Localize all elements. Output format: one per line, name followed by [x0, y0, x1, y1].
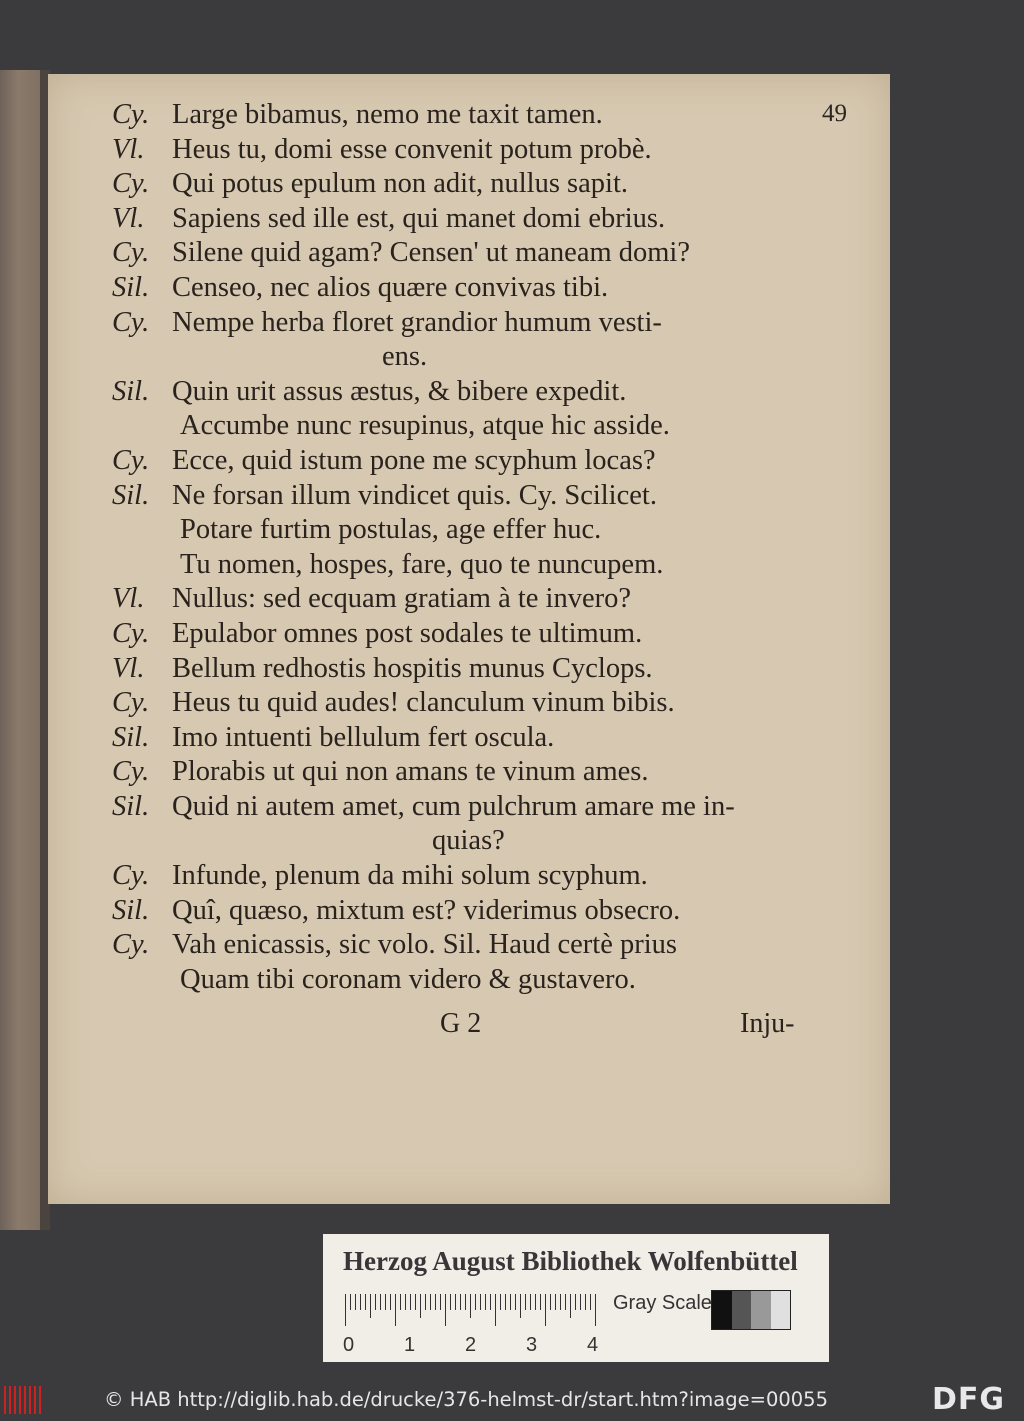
ruler-tick — [375, 1294, 376, 1310]
ruler-tick — [430, 1294, 431, 1310]
verse-line — [112, 479, 812, 514]
verse-line — [112, 202, 812, 237]
gray-swatch — [732, 1291, 752, 1329]
verse-line — [112, 340, 812, 375]
verse-text: ens. — [382, 341, 428, 373]
verse-text: Quam tibi coronam videro & gustavero. — [180, 963, 636, 995]
verse-line — [112, 928, 812, 963]
ruler-tick — [435, 1294, 436, 1310]
ruler-tick — [415, 1294, 416, 1310]
footer-bar — [0, 1378, 1024, 1421]
verse-text: Ecce, quid istum pone me scyphum locas? — [172, 444, 656, 476]
ruler-tick — [540, 1294, 541, 1310]
ruler-number: 0 — [343, 1334, 355, 1356]
ruler-tick — [535, 1294, 536, 1310]
verse-line — [112, 617, 812, 652]
verse-line — [112, 444, 812, 479]
ruler-tick — [365, 1294, 366, 1310]
ruler-tick — [550, 1294, 551, 1310]
verse-text: Quî, quæso, mixtum est? viderimus obsecro. — [172, 894, 681, 926]
verse-text: Infunde, plenum da mihi solum scyphum. — [172, 860, 648, 892]
ruler-tick — [590, 1294, 591, 1310]
ruler-tick — [565, 1294, 566, 1310]
verse-text: Nempe herba floret grandior humum vesti- — [172, 306, 662, 338]
verse-line — [112, 963, 812, 998]
speaker-label: Cy. — [112, 99, 150, 130]
verse-text: Nullus: sed ecquam gratiam à te invero? — [172, 583, 632, 615]
ruler-tick — [345, 1294, 346, 1326]
ruler-tick — [455, 1294, 456, 1310]
verse-text: Ne forsan illum vindicet quis. Cy. Scilicet. — [172, 479, 657, 511]
dfg-logo: DFG — [932, 1382, 1006, 1417]
verse-text: Bellum redhostis hospitis munus Cyclops. — [172, 652, 653, 684]
speaker-label: Cy. — [112, 860, 150, 892]
ruler-tick — [500, 1294, 501, 1310]
speaker-label: Sil. — [112, 479, 150, 511]
verse-text: Potare furtim postulas, age effer huc. — [180, 514, 602, 546]
speaker-label: Cy. — [112, 444, 150, 476]
speaker-label: Vl. — [112, 583, 145, 615]
ruler-tick — [380, 1294, 381, 1310]
verse-text-block — [112, 98, 812, 997]
speaker-label: Cy. — [112, 687, 150, 719]
verse-line — [112, 98, 812, 133]
verse-line — [112, 513, 812, 548]
verse-text: Tu nomen, hospes, fare, quo te nuncupem. — [180, 548, 664, 580]
ruler-tick — [545, 1294, 546, 1326]
verse-text: Censeo, nec alios quære convivas tibi. — [172, 271, 609, 303]
verse-line — [112, 686, 812, 721]
ruler-tick — [515, 1294, 516, 1310]
ruler-tick — [360, 1294, 361, 1310]
ruler-tick — [470, 1294, 471, 1318]
ruler-tick — [420, 1294, 421, 1318]
verse-line — [112, 167, 812, 202]
copyright-link[interactable]: © HAB http://diglib.hab.de/drucke/376-helmst-dr/start.htm?image=00055 — [104, 1388, 828, 1411]
verse-line — [112, 859, 812, 894]
gray-scale-label: Gray Scale — [613, 1292, 712, 1314]
gray-scale-swatches — [711, 1290, 791, 1330]
signature-mark: G 2 — [440, 1008, 482, 1039]
color-scale-card — [323, 1234, 829, 1362]
ruler-number: 4 — [587, 1334, 599, 1356]
verse-text: Qui potus epulum non adit, nullus sapit. — [172, 168, 628, 200]
speaker-label: Cy. — [112, 756, 150, 788]
verse-line — [112, 652, 812, 687]
ruler-tick — [440, 1294, 441, 1310]
ruler-tick — [445, 1294, 446, 1326]
speaker-label: Vl. — [112, 652, 145, 684]
ruler-tick — [465, 1294, 466, 1310]
ruler-tick — [555, 1294, 556, 1310]
ruler-tick — [520, 1294, 521, 1318]
ruler-tick — [370, 1294, 371, 1318]
speaker-label: Sil. — [112, 375, 150, 407]
ruler-tick — [450, 1294, 451, 1310]
ruler-tick — [410, 1294, 411, 1310]
verse-text: Large bibamus, nemo me taxit tamen. — [172, 99, 603, 130]
verse-text: Imo intuenti bellulum fert oscula. — [172, 721, 555, 753]
ruler-tick — [385, 1294, 386, 1310]
verse-text: Heus tu, domi esse convenit potum probè. — [172, 133, 652, 165]
verse-text: Accumbe nunc resupinus, atque hic asside. — [180, 410, 670, 442]
verse-line — [112, 133, 812, 168]
speaker-label: Sil. — [112, 894, 150, 926]
verse-line — [112, 409, 812, 444]
gray-swatch — [771, 1291, 791, 1329]
verse-line — [112, 824, 812, 859]
ruler-number: 1 — [404, 1334, 416, 1356]
speaker-label: Cy. — [112, 617, 150, 649]
speaker-label: Cy. — [112, 237, 150, 269]
catchword: Inju- — [740, 1008, 795, 1039]
ruler-tick — [400, 1294, 401, 1310]
verse-text: Silene quid agam? Censen' ut maneam domi? — [172, 237, 690, 269]
library-name: Herzog August Bibliothek Wolfenbüttel — [343, 1246, 798, 1276]
speaker-label: Vl. — [112, 202, 145, 234]
ruler-tick — [475, 1294, 476, 1310]
verse-line — [112, 271, 812, 306]
barcode-icon — [4, 1386, 46, 1414]
verse-text: Plorabis ut qui non amans te vinum ames. — [172, 756, 649, 788]
speaker-label: Cy. — [112, 168, 150, 200]
ruler-tick — [530, 1294, 531, 1310]
ruler-tick — [460, 1294, 461, 1310]
ruler-tick — [485, 1294, 486, 1310]
ruler-tick — [560, 1294, 561, 1310]
ruler-tick — [505, 1294, 506, 1310]
verse-text: quias? — [432, 825, 505, 857]
verse-line — [112, 582, 812, 617]
ruler-tick — [390, 1294, 391, 1310]
ruler-tick — [355, 1294, 356, 1310]
gray-swatch — [751, 1291, 771, 1329]
ruler-tick — [585, 1294, 586, 1310]
verse-text: Quin urit assus æstus, & bibere expedit. — [172, 375, 627, 407]
verse-line — [112, 548, 812, 583]
verse-text: Epulabor omnes post sodales te ultimum. — [172, 617, 643, 649]
speaker-label: Sil. — [112, 790, 150, 822]
verse-text: Sapiens sed ille est, qui manet domi ebrius. — [172, 202, 666, 234]
verse-line — [112, 894, 812, 929]
verse-text: Heus tu quid audes! clanculum vinum bibis. — [172, 687, 675, 719]
ruler-tick — [350, 1294, 351, 1310]
ruler-tick — [495, 1294, 496, 1326]
ruler-tick — [595, 1294, 596, 1326]
ruler-tick — [405, 1294, 406, 1310]
verse-line — [112, 721, 812, 756]
gray-swatch — [712, 1291, 732, 1329]
verse-line — [112, 236, 812, 271]
ruler-tick — [480, 1294, 481, 1310]
ruler-tick — [525, 1294, 526, 1310]
speaker-label: Cy. — [112, 306, 150, 338]
speaker-label: Cy. — [112, 929, 150, 961]
ruler-tick — [395, 1294, 396, 1326]
speaker-label: Sil. — [112, 271, 150, 303]
ruler-tick — [425, 1294, 426, 1310]
verse-text: Vah enicassis, sic volo. Sil. Haud certè prius — [172, 929, 677, 961]
ruler-tick — [570, 1294, 571, 1318]
ruler-tick — [575, 1294, 576, 1310]
verse-line — [112, 790, 812, 825]
verse-line — [112, 375, 812, 410]
ruler-tick — [490, 1294, 491, 1310]
ruler-number: 3 — [526, 1334, 538, 1356]
ruler-tick — [510, 1294, 511, 1310]
verse-text: Quid ni autem amet, cum pulchrum amare me in- — [172, 790, 735, 822]
ruler-tick — [580, 1294, 581, 1310]
speaker-label: Vl. — [112, 133, 145, 165]
ruler-number: 2 — [465, 1334, 477, 1356]
ruler — [345, 1294, 597, 1326]
page-number: 49 — [822, 100, 847, 127]
speaker-label: Sil. — [112, 721, 150, 753]
verse-line — [112, 755, 812, 790]
verse-line — [112, 306, 812, 341]
